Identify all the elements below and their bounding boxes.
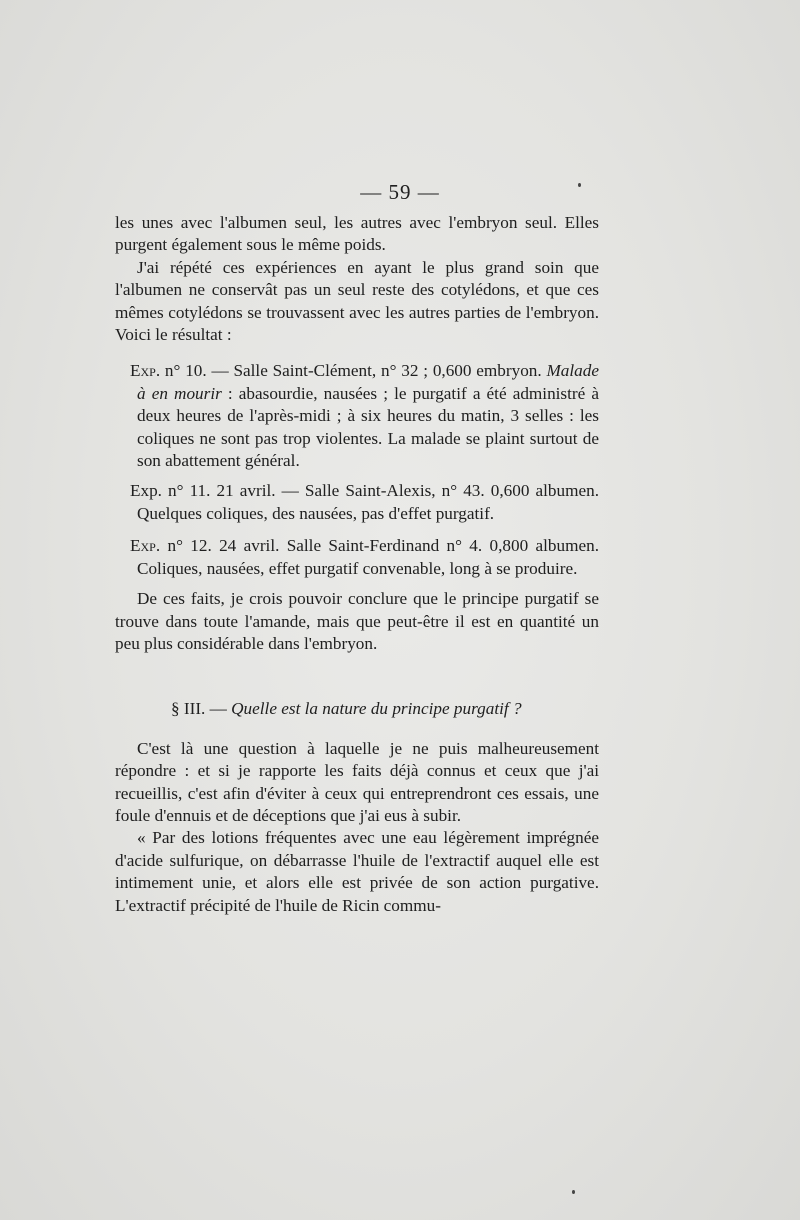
section-number: § III. <box>171 699 206 719</box>
experiment-10 <box>115 360 599 472</box>
experiment-text: n° 12. 24 avril. Salle Saint-Ferdinand n° 4. 0,800 albumen. Coliques, nausées, effet purgatif convenable, long à se produire. <box>137 536 599 578</box>
paragraph-quotation: « Par des lotions fréquentes avec une eau légèrement imprégnée d'acide sulfurique, on débarrasse l'huile de l'extractif auquel elle est intimement unie, et alors elle est privée de son action purgative. L'extractif précipité de l'huile de Ricin commu- <box>115 828 599 915</box>
section-title: Quelle est la nature du principe purgatif ? <box>231 699 522 719</box>
page-number: — 59 — <box>360 180 440 204</box>
experiment-12 <box>115 535 599 580</box>
paragraph-question: C'est là une question à laquelle je ne puis malheureusement répondre : et si je rapporte les faits déjà connus et ceux que j'ai recueillis, c'est afin d'éviter à ceux qui entreprendront ces essais, une foule d'ennuis et de déceptions que j'ai eus à subir. <box>115 738 599 825</box>
paragraph-continuation: les unes avec l'albumen seul, les autres avec l'embryon seul. Elles purgent également sous le même poids. <box>115 213 599 255</box>
experiment-label: Exp. <box>130 481 162 501</box>
paper-speck <box>572 1190 575 1194</box>
experiment-italic: Malade à en mourir <box>137 361 599 403</box>
experiment-text: n° 11. 21 avril. — Salle Saint-Alexis, n° 43. 0,600 albumen. Quelques coliques, des nausées, pas d'effet purgatif. <box>137 481 599 523</box>
paper-speck <box>578 183 581 187</box>
experiment-text: n° 10. — Salle Saint-Clément, n° 32 ; 0,600 embryon. <box>160 361 547 381</box>
experiment-label: Exp. <box>130 536 161 556</box>
section-dash: — <box>205 699 232 719</box>
section-heading <box>115 698 599 720</box>
experiment-tail: : abasourdie, nausées ; le purgatif a été administré à deux heures de l'après-midi ; à six heures du matin, 3 selles : les coliques ne sont pas trop violentes. La malade se plaint surtout de son abattement général. <box>137 383 599 471</box>
paragraph-conclusion: De ces faits, je crois pouvoir conclure que le principe purgatif se trouve dans toute l'amande, mais que peut-être il est en quantité un peu plus considérable dans l'embryon. <box>115 589 599 653</box>
experiment-11 <box>115 480 599 525</box>
body-text <box>115 212 599 917</box>
experiment-label: Exp. <box>130 361 161 381</box>
paragraph-repeated-experiments: J'ai répété ces expériences en ayant le plus grand soin que l'albumen ne conservât pas un seul reste des cotylédons, et que ces mêmes cotylédons se trouvassent avec les autres parties de l'embryon. Voici le résultat : <box>115 257 599 345</box>
